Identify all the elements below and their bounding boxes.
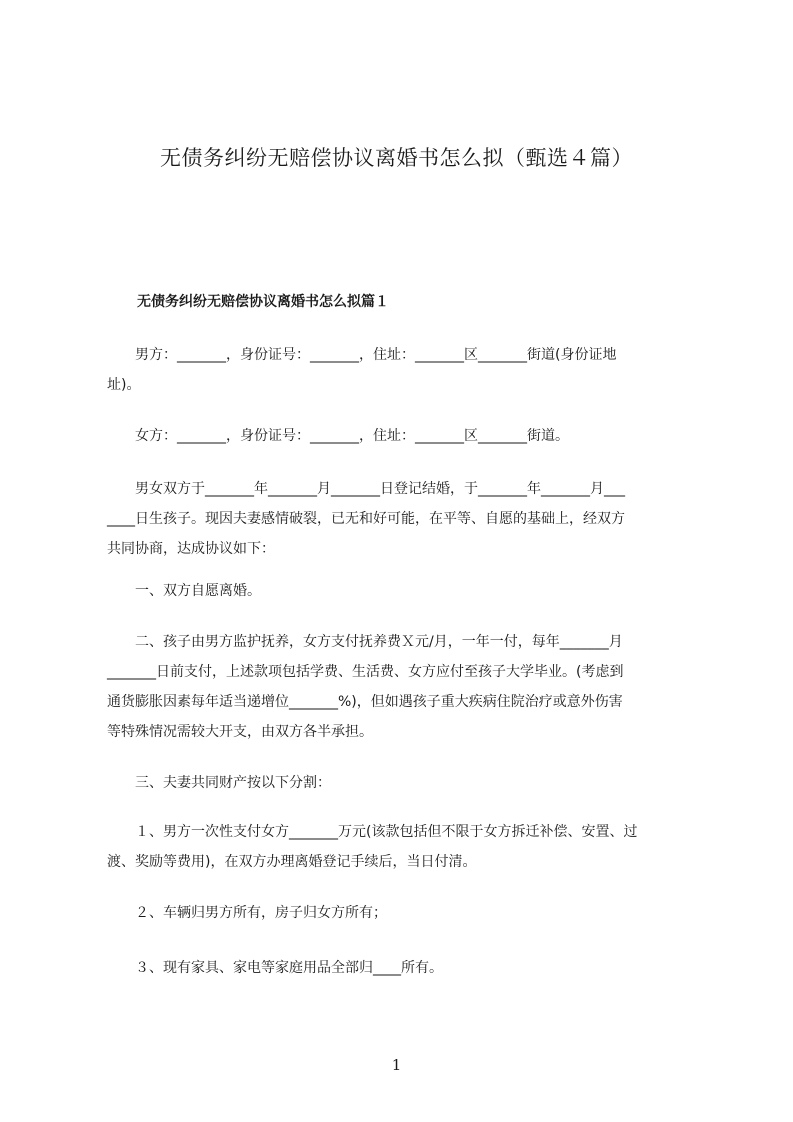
paragraph-line: 共同协商，达成协议如下： [107,541,275,557]
clause-1 [107,576,711,606]
paragraph-line: 一、双方自愿离婚。 [107,583,261,599]
paragraph-line: 男方：_______，身份证号：_______，住址：_______区_______街道(身份证地 [107,347,617,363]
paragraph-marriage-info [107,474,711,564]
paragraph-female-party [107,421,711,451]
paragraph-line: 渡、奖励等费用)，在双方办理离婚登记手续后，当日付清。 [107,854,477,870]
paragraph-line: ３、现有家具、家电等家庭用品全部归____所有。 [107,960,443,976]
paragraph-line: 等特殊情况需较大开支，由双方各半承担。 [107,724,373,740]
section-title: 无债务纠纷无赔偿协议离婚书怎么拟篇１ [137,294,389,310]
clause-3-item-3 [107,953,711,983]
paragraph-male-party [107,340,711,400]
clause-3-item-2 [107,898,711,928]
paragraph-line: 男女双方于_______年_______月_______日登记结婚，于_______年_______月___ [107,481,625,497]
paragraph-line: １、男方一次性支付女方_______万元(该款包括但不限于女方拆迁补偿、安置、过 [107,824,638,840]
paragraph-line: 通货膨胀因素每年适当递增位_______%)，但如遇孩子重大疾病住院治疗或意外伤害 [107,694,623,710]
clause-3 [107,768,711,798]
paragraph-line: 二、孩子由男方监护抚养，女方支付抚养费Ｘ元/月，一年一付，每年_______月 [107,634,623,650]
paragraph-line: 址)。 [107,377,141,393]
paragraph-line: ____日生孩子。现因夫妻感情破裂，已无和好可能，在平等、自愿的基础上，经双方 [107,511,625,527]
paragraph-line: ２、车辆归男方所有，房子归女方所有； [107,905,387,921]
page-number: 1 [391,1056,402,1074]
paragraph-line: _______日前支付，上述款项包括学费、生活费、女方应付至孩子大学毕业。(考虑到 [107,664,624,680]
clause-3-item-1 [107,817,711,877]
paragraph-line: 女方：_______，身份证号：_______，住址：_______区_______街道。 [107,428,569,444]
clause-2 [107,627,711,747]
document-title: 无债务纠纷无赔偿协议离婚书怎么拟（甄选４篇） [160,146,633,170]
paragraph-line: 三、夫妻共同财产按以下分割： [107,775,331,791]
